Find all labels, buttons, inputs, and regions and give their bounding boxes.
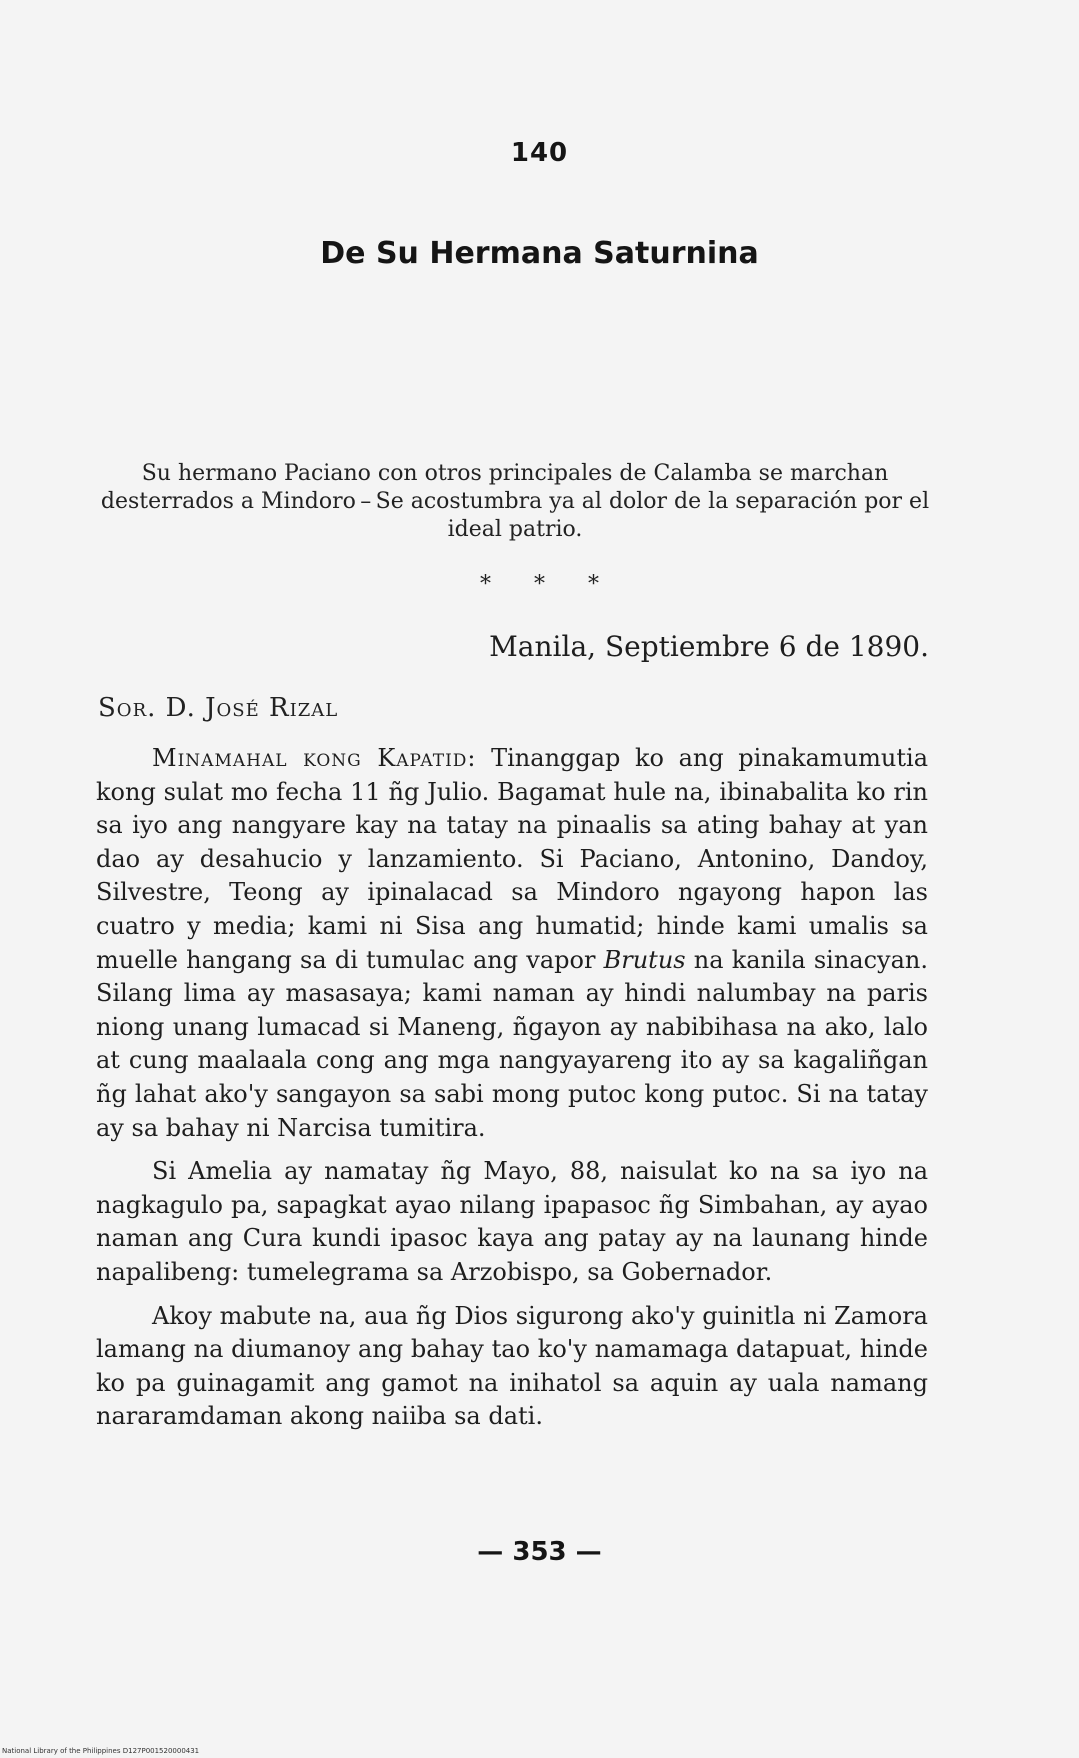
ship-name: Brutus: [603, 945, 686, 974]
paragraph-1-text: Tinanggap ko ang pinakamumutia kong sulat mo fecha 11 ñg Julio. Bagamat hule na, ibinabalita ko rin sa iyo ang nangyare kay na tatay na pinaalis sa ating bahay at yan dao ay desahucio y lanzamiento. Si Paciano, Antonino, Dandoy, Silvestre, Teong ay ipinalacad sa Mindoro ngayong hapon las cuatro y media; kami ni Sisa ang humatid; hinde kami umalis sa muelle hangang sa di tumulac ang vapor: [96, 744, 928, 974]
paragraph-1: [96, 742, 928, 1145]
archive-footer: National Library of the Philippines D127P001520000431: [2, 1747, 200, 1755]
letter-title: De Su Hermana Saturnina: [320, 236, 759, 271]
letter-body: [96, 742, 928, 1444]
section-asterisks: * * *: [480, 572, 599, 597]
dateline: Manila, Septiembre 6 de 1890.: [489, 630, 929, 663]
letter-number: 140: [510, 138, 569, 168]
salutation: Minamahal kong Kapatid:: [152, 744, 477, 772]
paragraph-2: Si Amelia ay namatay ñg Mayo, 88, naisulat ko na sa iyo na nagkagulo pa, sapagkat ayao nilang ipapasoc ñg Simbahan, ay ayao naman ang Cura kundi ipasoc kaya ang patay ay na launang hinde napalibeng: tumelegrama sa Arzobispo, sa Gobernador.: [96, 1157, 928, 1286]
letter-summary: Su hermano Paciano con otros principales de Calamba se marchan desterrados a Mindoro – Se acostumbra ya al dolor de la separación por el ideal patrio.: [100, 461, 930, 542]
addressee: Sor. D. José Rizal: [98, 693, 339, 723]
paragraph-3: Akoy mabute na, aua ñg Dios sigurong ako'y guinitla ni Zamora lamang na diumanoy ang bahay tao ko'y namamaga datapuat, hinde ko pa guinagamit ang gamot na inihatol sa aquin ay uala namang nararamdaman akong naiiba sa dati.: [96, 1301, 928, 1431]
page-folio: — 353 —: [477, 1537, 602, 1567]
paragraph-1-end: na kanila sinacyan. Silang lima ay masasaya; kami naman ay hindi nalumbay na paris niong unang lumacad si Maneng, ñgayon ay nabibihasa na ako, lalo at cung maalaala cong ang mga nangyayareng ito ay sa kagaliñgan ñg lahat ako'y sangayon sa sabi mong putoc kong putoc. Si na tatay ay sa bahay ni Narcisa tumitira.: [96, 945, 929, 1142]
